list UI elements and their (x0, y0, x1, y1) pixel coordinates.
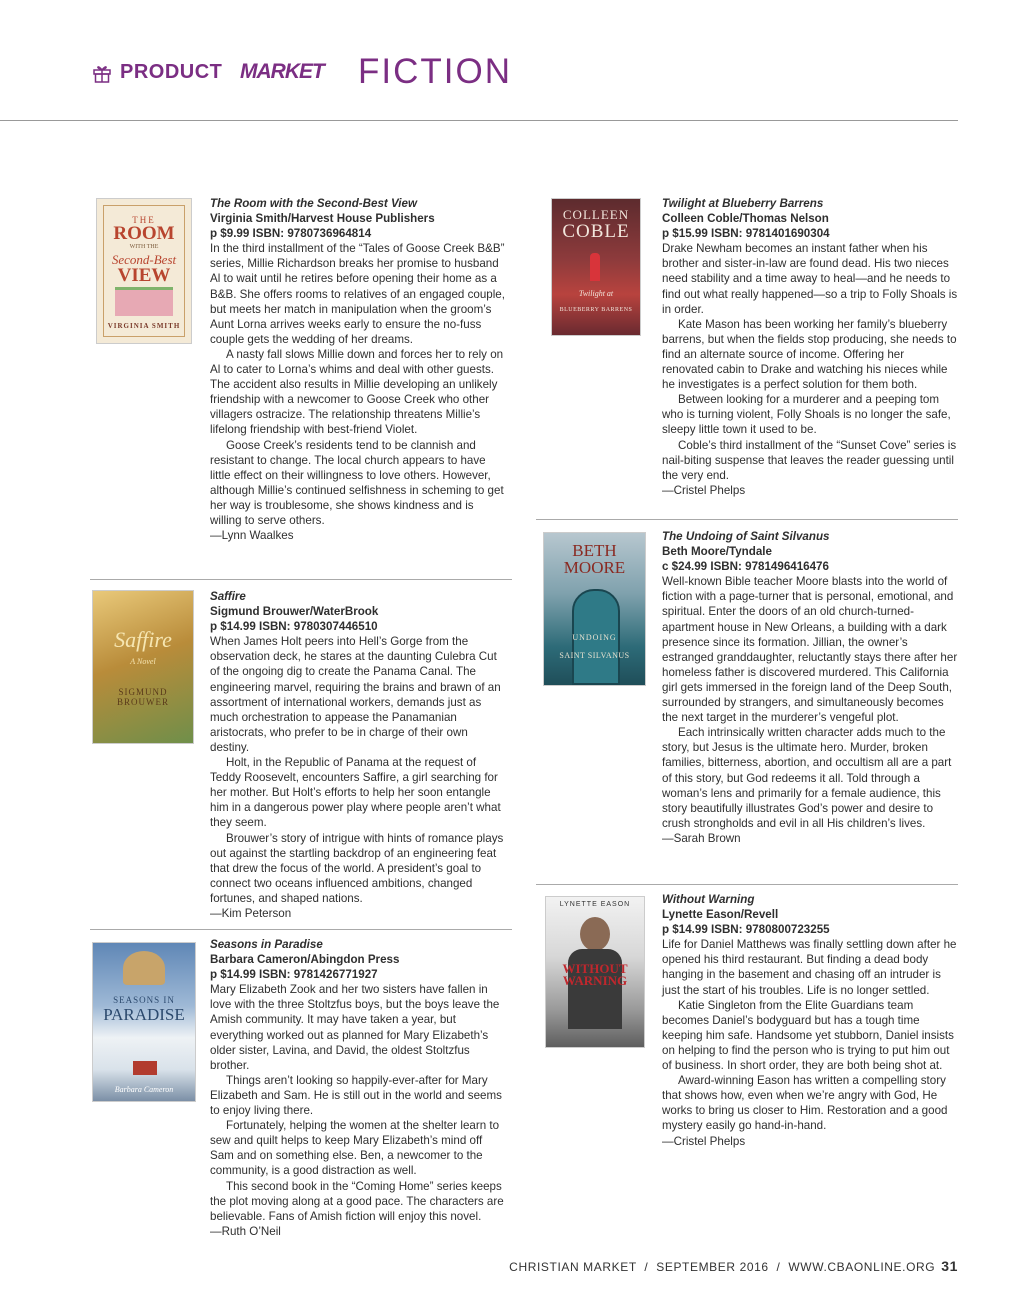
review-divider (90, 579, 512, 580)
reviewer-name: —Sarah Brown (662, 831, 741, 845)
review-paragraph: Goose Creek’s residents tend to be clannish and resistant to change. The local church appears to have little effect on their willingness to love others. However, although Millie’s continued selfishness in scheming to get her way is troublesome, she shows kindness and is willing to serve others. (210, 438, 504, 527)
review-divider (536, 884, 958, 885)
review-paragraph: Well-known Bible teacher Moore blasts into the world of fiction with a page-turner that is personal, emotional, and spiritual. Enter the doors of an old church-turned-apartment house in New Orleans, a building with a dark presence since its formation. Jillian, the owner’s estranged granddaughter, reluctantly stays there after her homeless father is discovered murdered. This California girl gets immersed in the foreign land of the Deep South, surrounded by strangers, and simultaneously becomes the next target in the murderer’s vengeful plot. (662, 575, 958, 725)
review-paragraph: Life for Daniel Matthews was finally settling down after he opened his third restaurant. But finding a dead body hanging in the basement and chasing off an intruder is just the start of his troubles. Life is no longer settled. (662, 938, 957, 997)
book-price: p $14.99 ISBN: 9780307446510 (210, 620, 378, 634)
book-title: Twilight at Blueberry Barrens (662, 197, 824, 210)
book-price: p $14.99 ISBN: 9780800723255 (662, 923, 830, 937)
review-paragraph: Katie Singleton from the Elite Guardians team becomes Daniel’s bodyguard but has a tough time keeping him safe. Handsome yet stubborn, Daniel insists on helping to find the person who is trying to put him out of business. In short order, they are both being shot at. (662, 998, 954, 1073)
book-cover-undoing-saint-silvanus: BETH MOORE UNDOING SAINT SILVANUS (543, 532, 646, 686)
book-title: The Room with the Second-Best View (210, 197, 417, 210)
footer-publication: CHRISTIAN MARKET / SEPTEMBER 2016 / WWW.CBAONLINE.ORG (509, 1260, 936, 1274)
book-author: Barbara Cameron/Abingdon Press (210, 953, 400, 967)
review-paragraph: Coble’s third installment of the “Sunset Cove” series is nail-biting suspense that leaves the reader guessing until the very end. (662, 438, 957, 482)
book-title: Saffire (210, 590, 246, 603)
book-cover-saffire: Saffire A Novel SIGMUND BROUWER (92, 590, 194, 744)
brand-market: MARKET (240, 60, 324, 83)
book-author: Beth Moore/Tyndale (662, 545, 772, 559)
review-paragraph: Award-winning Eason has written a compelling story that shows how, even when we’re angry with God, He works to bring us closer to Him. Restoration and a good mystery easily go hand-in-hand. (662, 1074, 948, 1133)
review-divider (90, 929, 512, 930)
book-cover-twilight-blueberry-barrens: COLLEEN COBLE Twilight at BLUEBERRY BARRENS (551, 198, 641, 336)
book-cover-seasons-in-paradise: SEASONS IN PARADISE Barbara Cameron (92, 942, 196, 1102)
reviewer-name: —Kim Peterson (210, 906, 292, 920)
book-cover-room-second-best-view: THE ROOM WITH THE Second-Best VIEW VIRGINIA SMITH (96, 198, 192, 344)
book-title: Seasons in Paradise (210, 938, 323, 951)
book-cover-without-warning: LYNETTE EASON WITHOUT WARNING (545, 896, 645, 1048)
book-author: Sigmund Brouwer/WaterBrook (210, 605, 379, 619)
book-title: The Undoing of Saint Silvanus (662, 530, 830, 543)
reviewer-name: —Ruth O’Neil (210, 1224, 281, 1238)
book-title: Without Warning (662, 893, 755, 906)
page-number: 31 (941, 1258, 958, 1274)
review-paragraph: Between looking for a murderer and a peeping tom who is turning violent, Folly Shoals is no longer the safe, sleepy little town it used to be. (662, 393, 951, 437)
review-paragraph: This second book in the “Coming Home” series keeps the plot moving along at a good pace. The characters are believable. Fans of Amish fiction will enjoy this novel. (210, 1179, 504, 1223)
review-paragraph: Kate Mason has been working her family’s blueberry barrens, but when the fields stop producing, she needs to find an alternate source of income. Offering her renovated cabin to Drake and watching his nieces while he investigates is a perfect solution for them both. (662, 317, 957, 392)
book-price: c $24.99 ISBN: 9781496416476 (662, 560, 829, 574)
review-divider (536, 519, 958, 520)
book-author: Virginia Smith/Harvest House Publishers (210, 212, 435, 226)
book-author: Lynette Eason/Revell (662, 908, 779, 922)
review-paragraph: When James Holt peers into Hell’s Gorge from the observation deck, he stares at the daunting Culebra Cut of the ongoing dig to create the Panama Canal. The engineering marvel, requiring the brains and brawn of an assortment of international workers, demands just as much orchestration to appease the Panamanian aristocrats, who prefer to be in charge of their own destiny. (210, 635, 501, 754)
review-paragraph: Holt, in the Republic of Panama at the request of Teddy Roosevelt, encounters Saffire, a girl searching for her mother. But Holt’s efforts to help her soon entangle him in a dangerous power play where people aren’t what they seem. (210, 756, 501, 830)
reviewer-name: —Lynn Waalkes (210, 529, 294, 543)
section-title: FICTION (358, 52, 512, 91)
gift-icon (92, 63, 112, 83)
book-price: p $14.99 ISBN: 9781426771927 (210, 968, 378, 982)
page-header (90, 52, 950, 96)
review-paragraph: Mary Elizabeth Zook and her two sisters have fallen in love with the three Stoltzfus boys, but the boys leave the Amish community. It may have taken a year, but everything worked out as planned for Mary Elizabeth’s older sister, Lavina, and David, the oldest Stoltzfus brother. (210, 983, 500, 1072)
reviewer-name: —Cristel Phelps (662, 483, 746, 497)
review-paragraph: Things aren’t looking so happily-ever-after for Mary Elizabeth and Sam. He is still out in the world and seems to enjoy living there. (210, 1073, 502, 1118)
review-paragraph: In the third installment of the “Tales of Goose Creek B&B” series, Millie Richardson breaks her promise to husband Al to wait until he retires before opening their home as a B&B. She offers rooms to relatives of an engaged couple, but meets her match in manipulation when the groom’s Aunt Lorna arrives weeks early to ensure the no-fuss couple gets the wedding of her dreams. (210, 242, 505, 346)
header-divider (0, 120, 958, 121)
review-paragraph: Fortunately, helping the women at the shelter learn to sew and quilt helps to keep Mary Elizabeth’s mind off Sam and on something else. Ben, a newcomer to the community, is a good distraction as well. (210, 1119, 500, 1178)
review-paragraph: A nasty fall slows Millie down and forces her to rely on Al to cater to Lorna’s whims and deal with other guests. The accident also results in Millie developing an unlikely friendship with a newcomer to Goose Creek who other villagers ostracize. The relationship threatens Millie’s lifelong friendship with best-friend Violet. (210, 347, 504, 437)
reviewer-name: —Cristel Phelps (662, 1134, 746, 1148)
review-paragraph: Brouwer’s story of intrigue with hints of romance plays out against the startling backdrop of an engineering feat that drew the focus of the world. A president’s goal to connect two oceans influenced ambitions, changed fortunes, and shaped nations. (210, 831, 504, 905)
book-price: p $9.99 ISBN: 9780736964814 (210, 227, 372, 241)
book-author: Colleen Coble/Thomas Nelson (662, 212, 829, 226)
page-footer (509, 1258, 958, 1274)
review-paragraph: Each intrinsically written character adds much to the story, but Jesus is the ultimate hero. Murder, broken families, bitterness, abortion, and occultism all are a part of this story, but God redeems it all. Told through a woman’s lens and primarily for a female audience, this story beautifully illustrates God’s power and desire to crush strongholds and evil in all His children’s lives. (662, 726, 952, 830)
brand-product: PRODUCT (120, 61, 223, 83)
book-price: p $15.99 ISBN: 9781401690304 (662, 227, 830, 241)
review-paragraph: Drake Newham becomes an instant father when his brother and sister-in-law are found dead. His two nieces need stability and a time away to heal—and he needs to find out what really happened—so a trip to Folly Shoals is in order. (662, 242, 958, 316)
